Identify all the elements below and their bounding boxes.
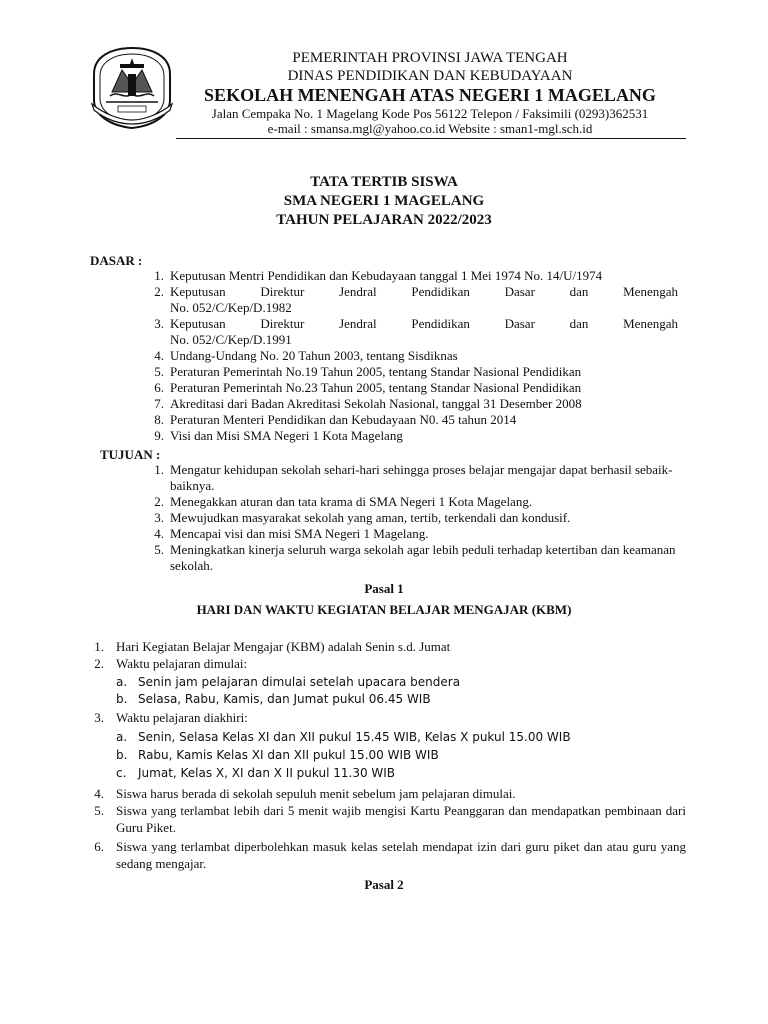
- dasar-heading: DASAR :: [90, 253, 143, 268]
- pasal-2-label: Pasal 2: [364, 877, 404, 892]
- list-item: 1. Hari Kegiatan Belajar Mengajar (KBM) adalah Senin s.d. Jumat: [94, 639, 451, 654]
- tujuan-heading: TUJUAN :: [100, 447, 161, 462]
- header-address: Jalan Cempaka No. 1 Magelang Kode Pos 56122 Telepon / Faksimili (0293)362531: [211, 106, 649, 121]
- header-contact: e-mail : smansa.mgl@yahoo.co.id Website : sman1-mgl.sch.id: [267, 121, 593, 136]
- sub-list: [116, 674, 686, 708]
- list-item: 4. Siswa harus berada di sekolah sepuluh menit sebelum jam pelajaran dimulai.: [94, 786, 516, 801]
- list-item: 5. Peraturan Pemerintah No.19 Tahun 2005, tentang Standar Nasional Pendidikan: [154, 364, 582, 379]
- sub-list-item: b. Rabu, Kamis Kelas XI dan XII pukul 15.00 WIB WIB: [116, 748, 439, 762]
- list-item: 5. Meningkatkan kinerja seluruh warga sekolah agar lebih peduli terhadap ketertiban dan keamanan sekolah.: [154, 542, 676, 573]
- sub-list: [116, 728, 686, 782]
- doc-subtitle-school: SMA NEGERI 1 MAGELANG: [283, 193, 485, 209]
- list-item: 5. Siswa yang terlambat lebih dari 5 menit wajib mengisi Kartu Peanggaran dan mendapatkan pembinaan dari Guru Piket.: [94, 803, 686, 835]
- list-item: 2. Keputusan Direktur Jendral Pendidikan Dasar dan Menengah No. 052/C/Kep/D.1982: [154, 284, 678, 315]
- list-item: 1. Keputusan Mentri Pendidikan dan Kebudayaan tanggal 1 Mei 1974 No. 14/U/1974: [154, 268, 603, 283]
- list-item: 9. Visi dan Misi SMA Negeri 1 Kota Magelang: [154, 428, 403, 443]
- list-item: 8. Peraturan Menteri Pendidikan dan Kebudayaan N0. 45 tahun 2014: [154, 412, 517, 427]
- list-item: 4. Mencapai visi dan misi SMA Negeri 1 Magelang.: [154, 526, 429, 541]
- list-item: 4. Undang-Undang No. 20 Tahun 2003, tentang Sisdiknas: [154, 348, 458, 363]
- header-province: PEMERINTAH PROVINSI JAWA TENGAH: [292, 50, 568, 66]
- header-divider: [176, 138, 686, 139]
- dasar-list: [154, 268, 678, 444]
- list-item: 7. Akreditasi dari Badan Akreditasi Sekolah Nasional, tanggal 31 Desember 2008: [154, 396, 582, 411]
- jawa-tengah-emblem-icon: [90, 44, 174, 130]
- doc-title: TATA TERTIB SISWA: [310, 174, 458, 190]
- list-item: 3. Waktu pelajaran diakhiri: a. Senin, Selasa Kelas XI dan XII pukul 15.45 WIB, Kelas X pukul 15.00 WIB b. Rabu, Kamis Kelas XI dan XII pukul 15.00 WIB WIB c. Jumat, Kelas X, XI dan X II pukul 11.30 WIB: [116, 710, 686, 782]
- list-item: 6. Peraturan Pemerintah No.23 Tahun 2005, tentang Standar Nasional Pendidikan: [154, 380, 582, 395]
- list-item: 1. Mengatur kehidupan sekolah sehari-hari sehingga proses belajar mengajar dapat berhasil sebaik-baiknya.: [154, 462, 673, 493]
- pasal-1-heading: HARI DAN WAKTU KEGIATAN BELAJAR MENGAJAR (KBM): [196, 602, 572, 617]
- list-item: 2. Waktu pelajaran dimulai: a. Senin jam pelajaran dimulai setelah upacara bendera b. Selasa, Rabu, Kamis, dan Jumat pukul 06.45 WIB: [116, 656, 686, 708]
- header-school-name: SEKOLAH MENENGAH ATAS NEGERI 1 MAGELANG: [204, 85, 656, 105]
- pasal-1-list: [94, 639, 686, 872]
- list-item: 6. Siswa yang terlambat diperbolehkan masuk kelas setelah mendapat izin dari guru piket dan atau guru yang sedang mengajar.: [94, 839, 686, 871]
- pasal-1-label: Pasal 1: [364, 581, 404, 596]
- doc-subtitle-year: TAHUN PELAJARAN 2022/2023: [276, 212, 492, 228]
- sub-list-item: b. Selasa, Rabu, Kamis, dan Jumat pukul 06.45 WIB: [116, 692, 431, 706]
- list-item: 2. Menegakkan aturan dan tata krama di SMA Negeri 1 Kota Magelang.: [154, 494, 533, 509]
- list-item: 3. Mewujudkan masyarakat sekolah yang aman, tertib, terkendali dan kondusif.: [154, 510, 571, 525]
- sub-list-item: a. Senin, Selasa Kelas XI dan XII pukul 15.45 WIB, Kelas X pukul 15.00 WIB: [116, 730, 571, 744]
- sub-list-item: c. Jumat, Kelas X, XI dan X II pukul 11.30 WIB: [116, 766, 396, 780]
- sub-list-item: a. Senin jam pelajaran dimulai setelah upacara bendera: [116, 675, 461, 689]
- list-item: 3. Keputusan Direktur Jendral Pendidikan Dasar dan Menengah No. 052/C/Kep/D.1991: [154, 316, 678, 347]
- header-department: DINAS PENDIDIKAN DAN KEBUDAYAAN: [287, 68, 573, 84]
- tujuan-list: [154, 462, 678, 574]
